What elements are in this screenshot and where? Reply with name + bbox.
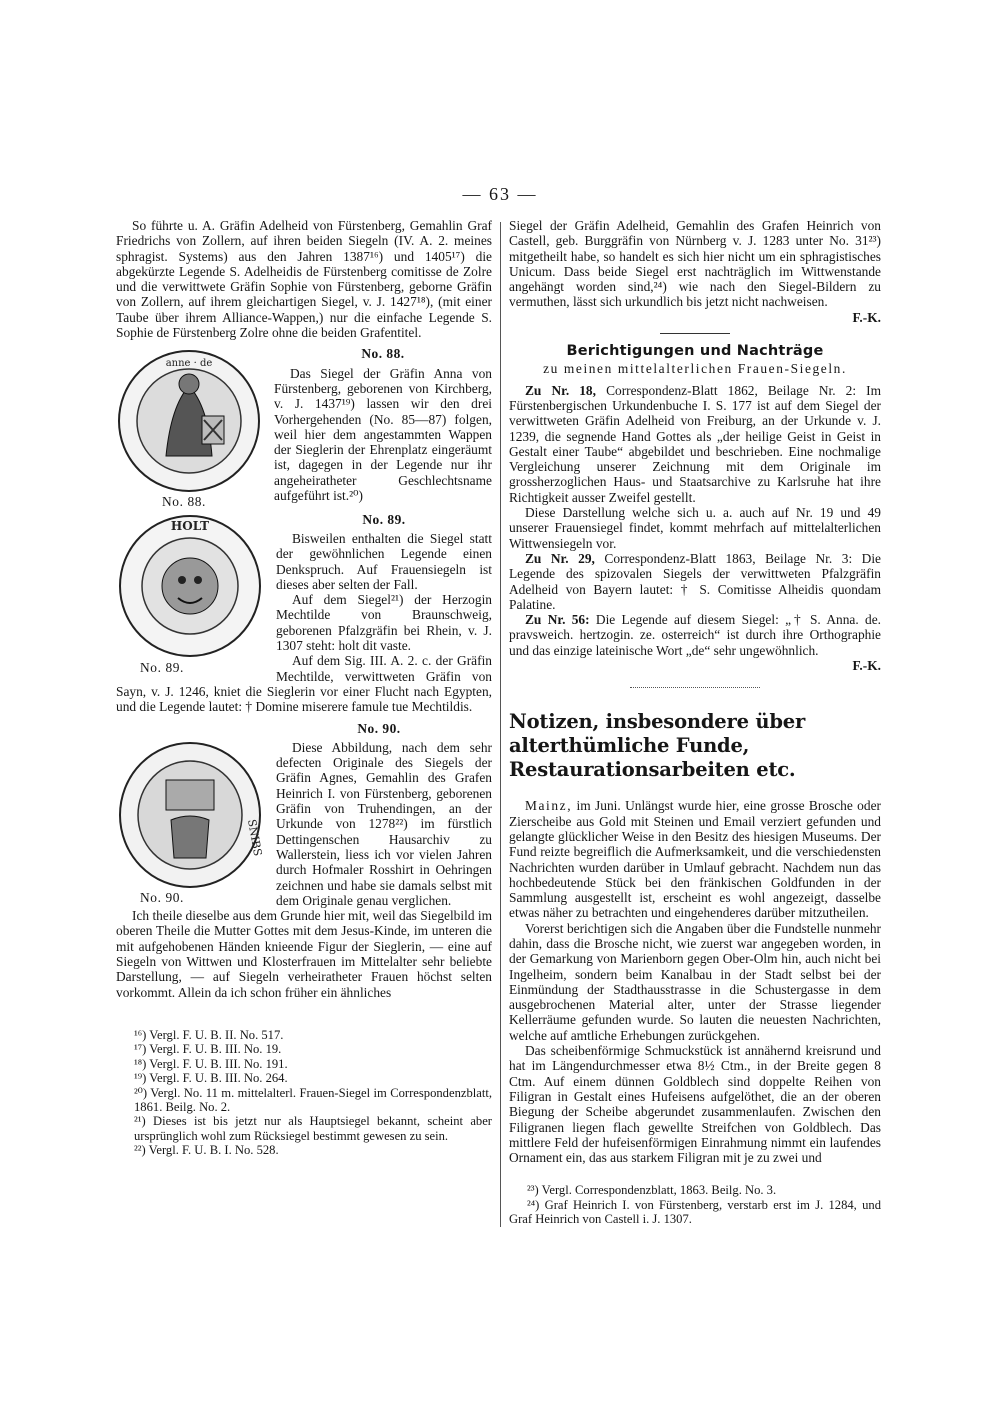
footnote-17: ¹⁷) Vergl. F. U. B. III. No. 19. xyxy=(134,1042,282,1057)
correction-29-head: Zu Nr. 29, xyxy=(525,550,595,566)
correction-18-head: Zu Nr. 18, xyxy=(525,382,596,398)
no-90-text: Diese Abbildung, nach dem sehr defecten Originale des Siegels der Gräfin Agnes, Gemahlin des Grafen Heinrich I. von Fürstenberg, geborenen Gräfin von Truhendingen, an der Urkunde von 1278²²) im fürstlich Dettingenschen Hausarchiv zu Wallerstein, liess ich vor vielen Jahren durch Hofmaler Rosshirt in Oehringen zeichnen und habe sie damals selbst mit dem Originale genau verglichen. xyxy=(276,739,492,908)
seal-90-block xyxy=(116,721,492,909)
seal-89-figure xyxy=(116,512,268,675)
notices-title: Notizen, insbesondere über alterthümliche Funde, Restaurationsarbeiten etc. xyxy=(509,710,806,782)
correction-56 xyxy=(509,612,881,658)
paragraph-continued: Siegel der Gräfin Adelheid, Gemahlin des Grafen Heinrich von Castell, geb. Burggräfin von Nürnberg v. J. 1283 unter No. 31²³) mitgetheilt habe, so handelt es sich hier nicht um ein sphragistisches Unicum. Dass beide Siegel erst nachträglich im Wittwenstande angehängt worden sind,²⁴) wie nach den Siegel-Bildern zu vermuthen, lässt sich urkundlich bis jetzt nicht nachweisen. xyxy=(509,218,881,310)
seal-90-caption: No. 90. xyxy=(140,889,184,905)
seal-88-caption: No. 88. xyxy=(162,494,206,510)
seal-89-image xyxy=(116,512,264,660)
seal-89-block xyxy=(116,512,492,715)
footnote-19: ¹⁹) Vergl. F. U. B. III. No. 264. xyxy=(134,1071,288,1086)
ornamental-rule xyxy=(630,687,760,692)
left-footnotes xyxy=(116,1028,492,1158)
svg-text:SNIBS: SNIBS xyxy=(245,818,264,857)
seal-88-figure xyxy=(116,346,266,509)
page-number: — 63 — xyxy=(462,184,538,204)
paragraph-after-90: Ich theile dieselbe aus dem Grunde hier mit, weil das Siegelbild im oberen Theile die Mutter Gottes mit dem Jesus-Kinde, im unteren die mit aufgehobenen Händen knieende Figur der Sieglerin, — eine auf Siegeln von Wittwen und Klosterfrauen im Mittelalter sehr beliebte Darstellung, — auf Siegeln verheiratheter Frauen höchst selten vorkommt. Allein da ich schon früher ein ähnliches xyxy=(116,908,492,1000)
no-90-heading: No. 90. xyxy=(357,720,401,736)
right-footnotes xyxy=(509,1183,881,1226)
footnote-24: ²⁴) Graf Heinrich I. von Fürstenberg, verstarb erst im J. 1284, und Graf Heinrich von Castell i. J. 1307. xyxy=(509,1197,881,1227)
section-title-corrections: Berichtigungen und Nachträge xyxy=(566,343,824,360)
no-89-text-2: Auf dem Siegel²¹) der Herzogin Mechtilde von Braunschweig, geborenen Pfalzgräfin bei Rhein, v. J. 1307 steht: holt dit vaste. xyxy=(276,592,492,654)
no-89-text-1: Bisweilen enthalten die Siegel statt der gewöhnlichen Legende einen Denkspruch. Auf Frauensiegeln ist dieses aber selten der Fall. xyxy=(276,530,492,592)
correction-18-text: Correspondenz-Blatt 1862, Beilage Nr. 2: Im Fürstenbergischen Urkundenbuche I. S. 177 ist auf dem Siegel der verwittweten Gräfin Adelheid von Freiburg, an der Urkunde v. J. 1239, die segnende Hand Gottes als „der heilige Geist in Geist in Gestalt einer Taube“ abgebildet und beschrieben. Eine nochmalige Vergleichung unserer Zeichnung mit dem Originale im grossherzoglichen Haus- und Staatsarchive zu Karlsruhe hat ihre Richtigkeit ausser Zweifel gestellt. xyxy=(509,382,881,505)
no-88-text: Das Siegel der Gräfin Anna von Fürstenberg, geborenen von Kirchberg, v. J. 1437¹⁹) lassen wir den drei Vorhergehenden (No. 85—87) folgen, weil hier dem angestammten Wappen der Sieglerin der Ehrenplatz eingeräumt ist, dagegen in der Legende nur ihr angeheiratheter Geschlechtsname aufgeführt ist.²⁰) xyxy=(274,365,492,504)
notice-mainz xyxy=(509,798,881,920)
seal-90-figure xyxy=(116,740,268,905)
seal-89-caption: No. 89. xyxy=(140,659,184,675)
signature-1: F.-K. xyxy=(852,309,881,325)
no-88-heading: No. 88. xyxy=(361,346,405,362)
notice-paragraph-3: Das scheibenförmige Schmuckstück ist annähernd kreisrund und hat im Längendurchmesser etwa 8½ Ctm., in der Breite gegen 8 Ctm. Auf einem dünnen Goldblech sind doppelte Reihen von Filigran in Gestalt eines Hufeisens aufgelöthet, die an der oberen Biegung der Scheibe abgerundet zusammenlaufen. Zwischen den Filigranen liegen flach gewellte Streifchen von Goldblech. Das mittlere Feld der hufeisenförmigen Einrahmung nimmt ein laufendes Ornament ein, das aus starkem Filigran mit je zu zwei und xyxy=(509,1043,881,1166)
footnote-23: ²³) Vergl. Correspondenzblatt, 1863. Beilg. No. 3. xyxy=(527,1183,777,1198)
section-subtitle: zu meinen mittelalterlichen Frauen-Siegeln. xyxy=(543,361,847,377)
footnote-20: ²⁰) Vergl. No. 11 m. mittelalterl. Frauen-Siegel im Correspondenzblatt, 1861. Beilg. No. 2. xyxy=(134,1085,492,1114)
svg-text:anne · de: anne · de xyxy=(165,358,213,370)
correction-29 xyxy=(509,551,881,612)
left-column xyxy=(116,218,492,1158)
seal-88-image xyxy=(116,346,262,496)
seal-88-block xyxy=(116,346,492,509)
paragraph-intro: So führte u. A. Gräfin Adelheid von Fürstenberg, Gemahlin Graf Friedrichs von Zollern, auf ihren beiden Siegeln (IV. A. 2. meines sphragist. Systems) aus den Jahren 1387¹⁶) und 1405¹⁷) die abgekürzte Legende S. Adelheidis de Fürstenberg comitisse de Zolre und die verwittwete Gräfin Sophie von Fürstenberg, geborne Gräfin von Zollern, auf ihrem gleichartigen Siegel, v. J. 1427¹⁸), (mit einer Taube über ihrem Alliance-Wappen,) nur die einfache Legende S. Sophie de Fürstenberg Zolre ohne die beiden Grafentitel. xyxy=(116,218,492,341)
rule-1 xyxy=(660,333,730,334)
signature-2: F.-K. xyxy=(852,658,881,674)
correction-56-head: Zu Nr. 56: xyxy=(525,612,590,628)
right-column xyxy=(509,218,881,1227)
notice-paragraph-2: Vorerst berichtigen sich die Angaben über die Fundstelle nunmehr dahin, dass die Brosche nicht, wie zuerst war angegeben worden, in der Gemarkung von Marienborn gegen Ober-Olm hin, auch nicht bei Ingelheim, sondern beim Kanalbau in der Stadt selbst bei der Einmündung der Stadthausstrasse in die Schustergasse in dem ausgebrochenen Material alter, unter der Strasse liegender Kellerräume gefunden wurde. So lauten die neuesten Nachrichten, welche auf amtliche Erhebungen zurückgehen. xyxy=(509,920,881,1043)
notice-mainz-text: im Juni. Unlängst wurde hier, eine grosse Brosche oder Zierscheibe aus Gold mit Steinen und Email verziert gefunden und gelangte glücklicher Weise in den Besitz des hiesigen Museums. Der Fund reizte begreiflich die Aufmerksamkeit, und die verschiedensten Nachrichten wurden darüber in Umlauf gebracht. Nachdem nun das hochbedeutende Stück bei den fränkischen Goldfunden in der Sammlung ausgestellt ist, erscheint es wohl angezeigt, dasselbe etwas näher zu betrachten und eingehenderes darüber mitzutheilen. xyxy=(509,798,881,921)
footnote-16: ¹⁶) Vergl. F. U. B. II. No. 517. xyxy=(134,1027,284,1042)
no-89-heading: No. 89. xyxy=(362,511,406,527)
correction-29-text: Correspondenz-Blatt 1863, Beilage Nr. 3: Die Legende des spizovalen Siegels der verwittweten Pfalzgräfin Adelheid von Bayern lautet: † S. Comitisse Alheidis quondam Palatine. xyxy=(509,550,882,612)
no-89-text-3: Auf dem Sig. III. A. 2. c. der Gräfin Mechtilde, verwittweten Gräfin von Sayn, v. J. 1246, kniet die Sieglerin vor einer Flucht nach Egypten, und die Legende lautet: † Domine miserere famule tue Mechtildis. xyxy=(116,653,492,715)
svg-text:HOLT: HOLT xyxy=(170,518,210,533)
correction-18 xyxy=(509,383,881,505)
seal-90-image xyxy=(116,740,264,890)
notice-mainz-place: Mainz, xyxy=(525,798,573,814)
footnote-22: ²²) Vergl. F. U. B. I. No. 528. xyxy=(134,1143,279,1158)
footnote-18: ¹⁸) Vergl. F. U. B. III. No. 191. xyxy=(134,1056,288,1071)
column-divider xyxy=(500,222,501,1227)
correction-56-text: Die Legende auf diesem Siegel: „† S. Anna. de. pravsweich. hertzogin. ze. osterreich“ ist durch ihre Orthographie und das einzige lateinische Wort „de“ sehr ungewöhnlich. xyxy=(509,612,881,658)
correction-18b: Diese Darstellung welche sich u. a. auch auf Nr. 19 und 49 unserer Frauensiegel findet, kommt mehrfach auf mittelalterlichen Wittwensiegeln vor. xyxy=(509,505,881,551)
footnote-21: ²¹) Dieses ist bis jetzt nur als Hauptsiegel bekannt, scheint aber ursprünglich wohl zum Rücksiegel bestimmt gewesen zu sein. xyxy=(134,1114,492,1143)
